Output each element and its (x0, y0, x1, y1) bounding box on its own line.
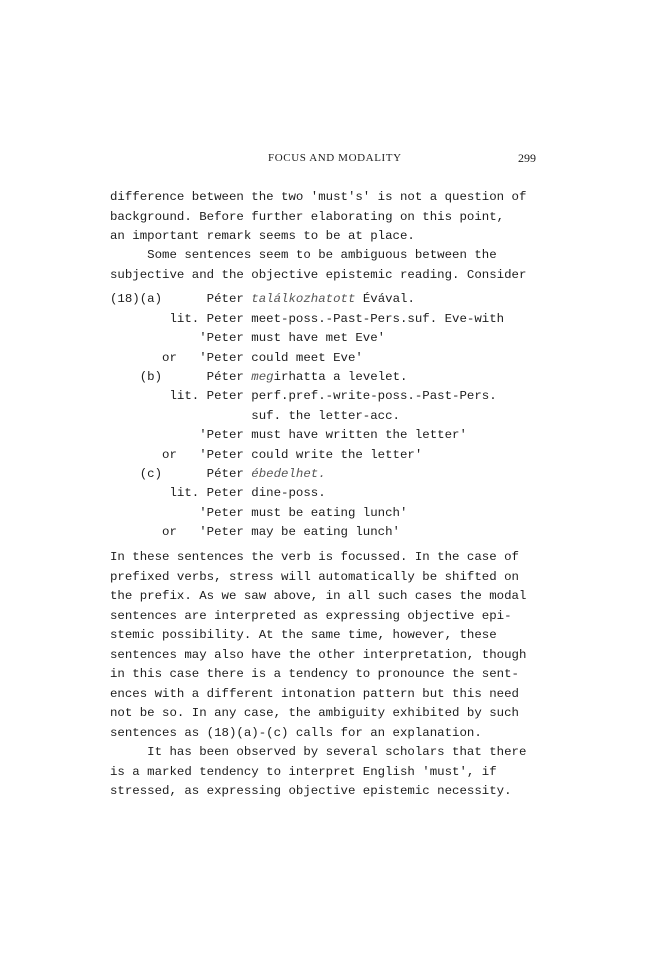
example-word: Péter (206, 292, 252, 306)
text-line: Some sentences seem to be ambiguous between the (110, 248, 497, 262)
text-line: difference between the two 'must's' is not a question of (110, 190, 527, 204)
text-line: stemic possibility. At the same time, however, these (110, 628, 497, 642)
translation-line: or 'Peter could write the letter' (110, 448, 423, 462)
example-label: (18)(a) (110, 292, 207, 306)
gloss-line: suf. the letter-acc. (110, 409, 400, 423)
text-line: stressed, as expressing objective epistemic necessity. (110, 784, 512, 798)
text-line: not be so. In any case, the ambiguity exhibited by such (110, 706, 519, 720)
translation-line: or 'Peter could meet Eve' (110, 351, 363, 365)
running-header: FOCUS AND MODALITY (268, 152, 402, 164)
example-18b-line (110, 370, 407, 384)
translation-line: 'Peter must be eating lunch' (110, 506, 408, 520)
text-line: prefixed verbs, stress will automatically be shifted on (110, 570, 519, 584)
text-line: the prefix. As we saw above, in all such cases the modal (110, 589, 527, 603)
text-line: an important remark seems to be at place. (110, 229, 415, 243)
page-number: 299 (518, 151, 536, 165)
translation-line: or 'Peter may be eating lunch' (110, 525, 400, 539)
text-line: is a marked tendency to interpret English 'must', if (110, 765, 497, 779)
text-line: in this case there is a tendency to pronounce the sent- (110, 667, 519, 681)
example-italic-verb: találkozhatott (251, 292, 356, 306)
text-line: It has been observed by several scholars that there (110, 745, 527, 759)
text-line: subjective and the objective epistemic reading. Consider (110, 268, 527, 282)
gloss-line: lit. Peter meet-poss.-Past-Pers.suf. Eve-with (110, 312, 505, 326)
example-word: irhatta a levelet. (273, 370, 408, 384)
gloss-line: lit. Peter perf.pref.-write-poss.-Past-Pers. (110, 389, 497, 403)
example-18a-line (110, 292, 415, 306)
translation-line: 'Peter must have met Eve' (110, 331, 386, 345)
text-line: ences with a different intonation pattern but this need (110, 687, 519, 701)
text-line: background. Before further elaborating on this point, (110, 210, 505, 224)
text-line: sentences may also have the other interpretation, though (110, 648, 527, 662)
example-word: Péter (206, 467, 252, 481)
text-line: In these sentences the verb is focussed. In the case of (110, 550, 519, 564)
example-label: (b) (110, 370, 207, 384)
translation-line: 'Peter must have written the letter' (110, 428, 467, 442)
gloss-line: lit. Peter dine-poss. (110, 486, 326, 500)
example-word: Péter (206, 370, 252, 384)
example-label: (c) (110, 467, 207, 481)
text-line: sentences as (18)(a)-(c) calls for an explanation. (110, 726, 482, 740)
example-18c-line (110, 467, 326, 481)
example-word: Évával. (355, 292, 415, 306)
example-italic-prefix: meg (251, 370, 274, 384)
example-italic-verb: ébedelhet. (251, 467, 326, 481)
text-line: sentences are interpreted as expressing objective epi- (110, 609, 512, 623)
